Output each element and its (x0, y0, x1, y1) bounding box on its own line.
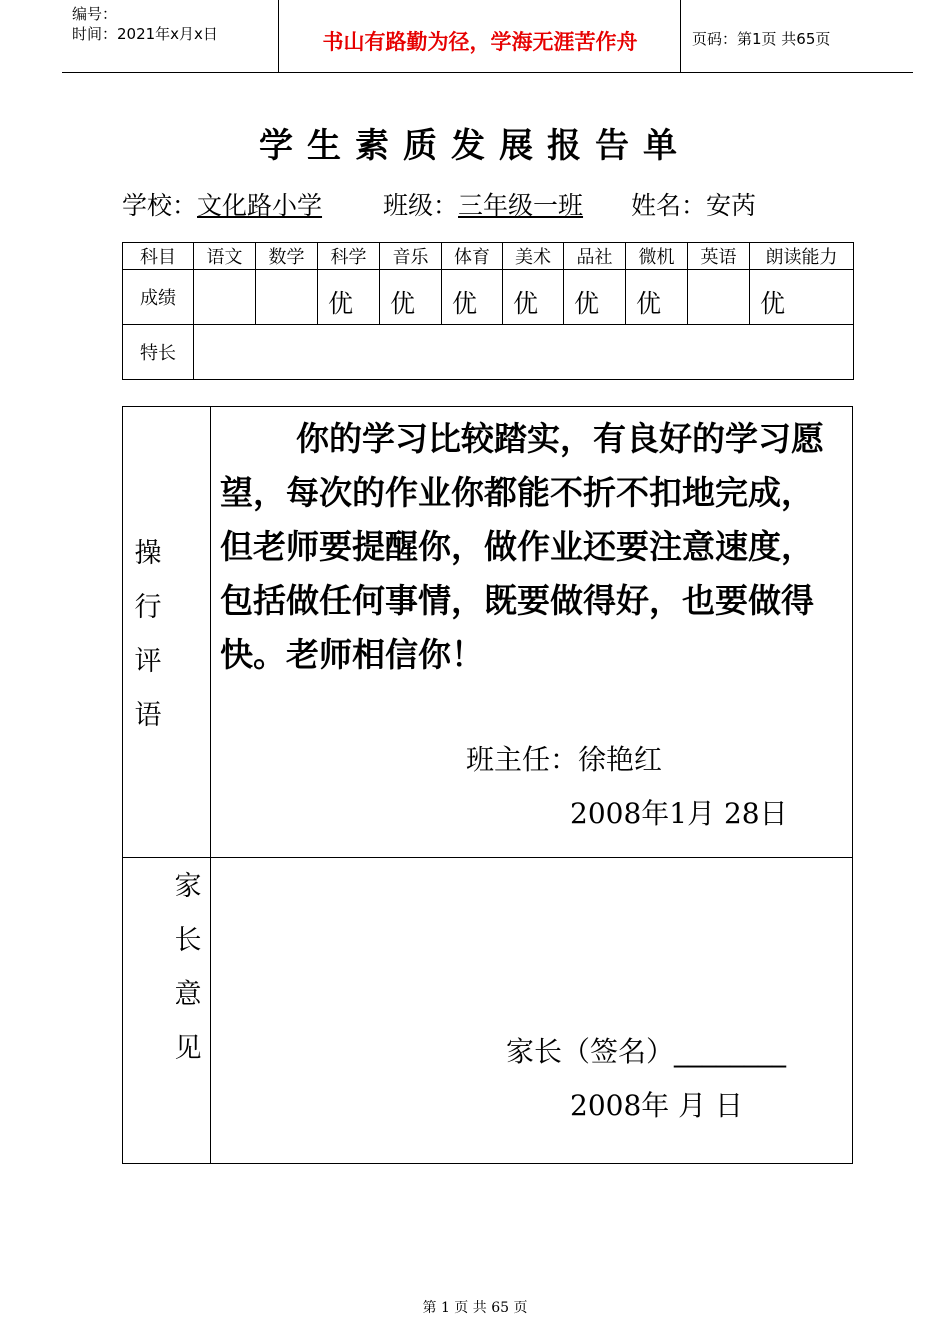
subject-cell: 数学 (256, 243, 318, 270)
school-label: 学校： (122, 191, 198, 220)
score-cell: 优 (442, 270, 503, 325)
specialty-row (123, 325, 854, 380)
scores-row (123, 270, 854, 325)
document-meta (72, 4, 218, 44)
header-page-info: 页码：第1页 共65页 (692, 30, 831, 48)
conduct-label-char: 语 (134, 700, 162, 731)
number-label: 编号： (72, 5, 118, 23)
parent-label-char: 见 (174, 1033, 202, 1064)
grades-table (122, 242, 854, 380)
header-divider-right (680, 0, 681, 72)
subject-header: 科目 (123, 243, 194, 270)
name-value: 安芮 (706, 191, 757, 220)
comments-row-divider (122, 857, 853, 858)
homeroom-teacher: 班主任：徐艳红 (466, 743, 663, 776)
name-field (631, 186, 756, 222)
subject-cell: 英语 (688, 243, 750, 270)
subject-cell: 微机 (626, 243, 688, 270)
specialty-header: 特长 (123, 325, 194, 380)
score-cell: 优 (503, 270, 564, 325)
teacher-comment: 你的学习比较踏实，有良好的学习愿望，每次的作业你都能不折不扣地完成，但老师要提醒你，做作业还要注意速度，包括做任何事情，既要做得好，也要做得快。老师相信你！ (220, 419, 824, 674)
subject-cell: 品社 (564, 243, 626, 270)
header-motto: 书山有路勤为径，学海无涯苦作舟 (322, 30, 638, 54)
subject-cell: 音乐 (380, 243, 442, 270)
parent-label-char: 意 (174, 979, 202, 1010)
parent-signature-line: 家长（签名）________ (506, 1035, 787, 1068)
score-cell: 优 (750, 270, 854, 325)
time-label: 时间：2021年x月x日 (72, 25, 218, 43)
header-rule (62, 72, 913, 73)
class-value: 三年级一班 (458, 191, 584, 220)
score-cell (194, 270, 256, 325)
page-footer: 第 1 页 共 65 页 (422, 1300, 528, 1316)
subject-cell: 体育 (442, 243, 503, 270)
class-field (383, 186, 583, 222)
comments-column-divider (210, 406, 211, 1164)
subject-cell: 科学 (318, 243, 380, 270)
score-cell: 优 (626, 270, 688, 325)
subject-cell: 美术 (503, 243, 564, 270)
score-cell (256, 270, 318, 325)
class-label: 班级： (383, 191, 459, 220)
parent-opinion-label (168, 860, 208, 1076)
conduct-label-char: 行 (134, 592, 162, 623)
parent-label-char: 家 (174, 871, 202, 902)
score-cell: 优 (318, 270, 380, 325)
score-cell (688, 270, 750, 325)
page-title: 学生素质发展报告单 (259, 126, 691, 166)
conduct-label (128, 527, 168, 743)
school-value: 文化路小学 (197, 191, 323, 220)
specialty-value (194, 325, 854, 380)
school-field (122, 186, 322, 222)
conduct-label-char: 评 (134, 646, 162, 677)
subject-cell: 朗读能力 (750, 243, 854, 270)
subject-cell: 语文 (194, 243, 256, 270)
conduct-label-char: 操 (134, 538, 162, 569)
parent-label-char: 长 (174, 925, 202, 956)
score-cell: 优 (564, 270, 626, 325)
comment-date: 2008年1月 28日 (570, 797, 788, 830)
score-header: 成绩 (123, 270, 194, 325)
header-divider-left (278, 0, 279, 72)
subjects-row (123, 243, 854, 270)
parent-date: 2008年 月 日 (570, 1089, 744, 1122)
score-cell: 优 (380, 270, 442, 325)
name-label: 姓名： (631, 191, 707, 220)
